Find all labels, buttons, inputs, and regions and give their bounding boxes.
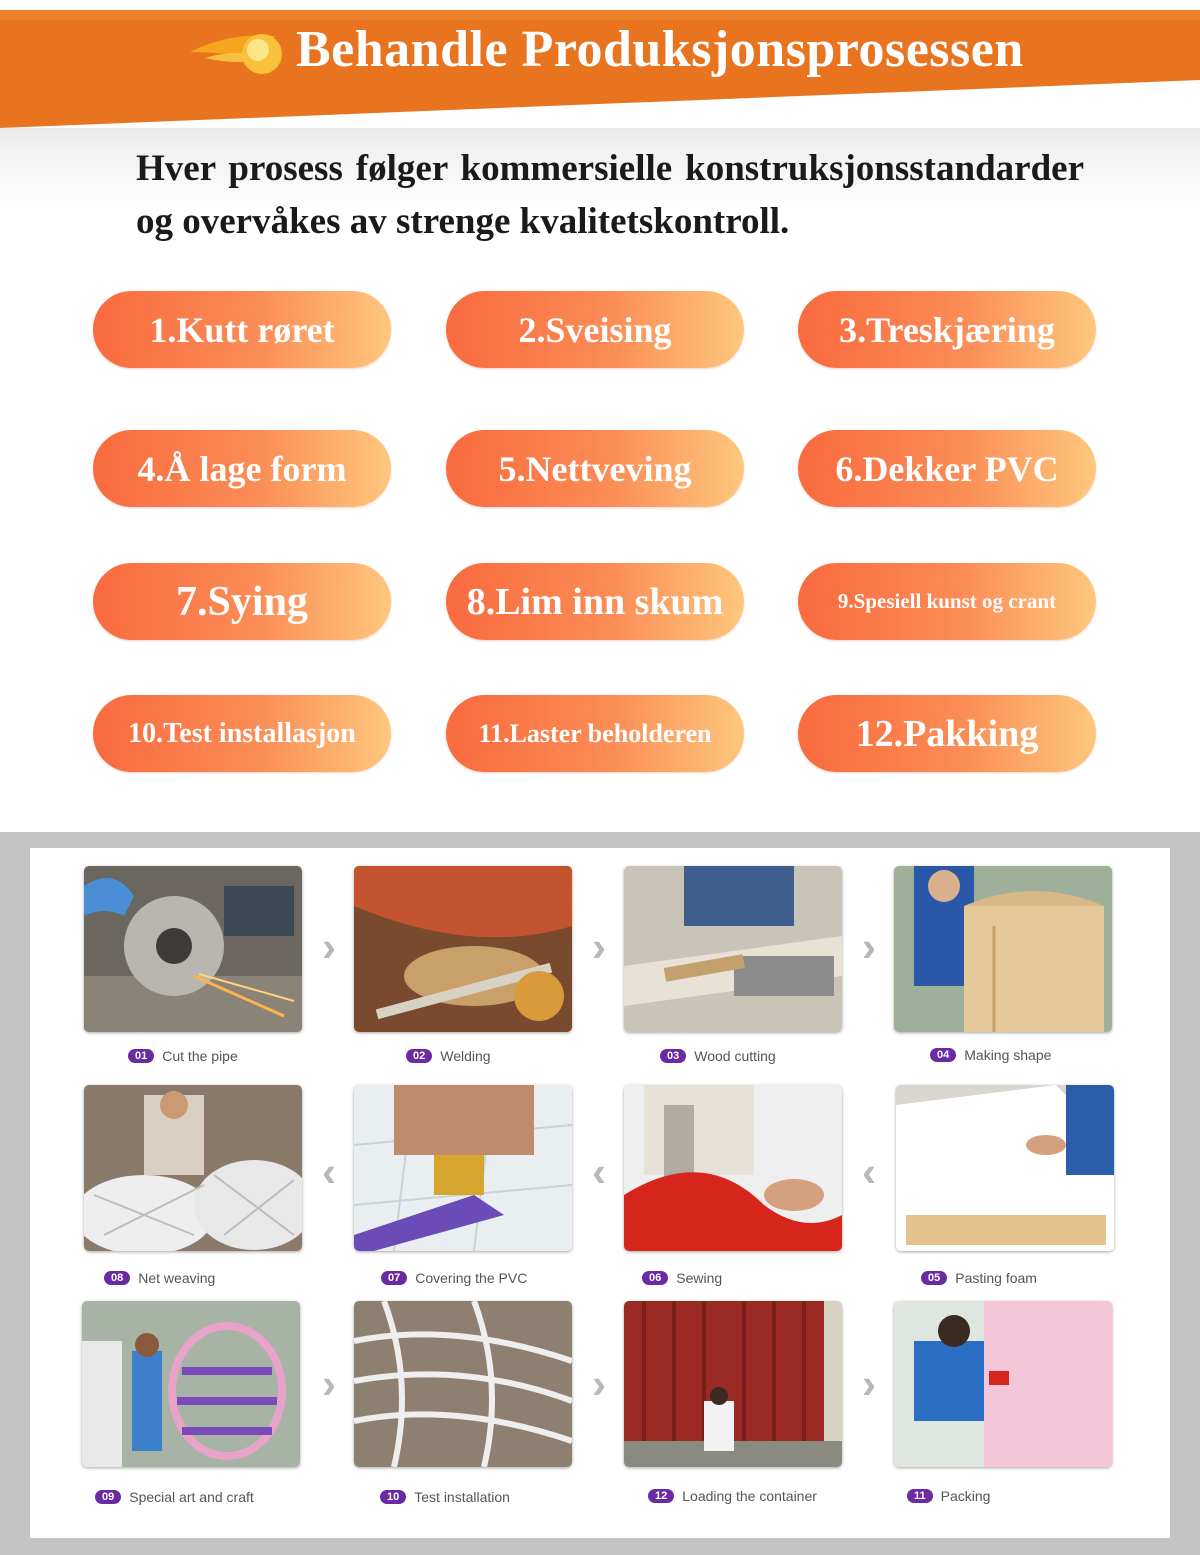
photo-net-weaving xyxy=(84,1085,302,1251)
arrow-left-icon: ‹ xyxy=(592,1148,606,1195)
step-pill-5: 5.Nettveving xyxy=(446,430,744,507)
caption-text: Wood cutting xyxy=(694,1048,776,1064)
photo-caption xyxy=(907,1486,990,1506)
step-pill-12: 12.Pakking xyxy=(798,695,1096,772)
step-pill-8: 8.Lim inn skum xyxy=(446,563,744,640)
caption-text: Loading the container xyxy=(682,1488,817,1504)
photo-caption xyxy=(642,1268,722,1288)
caption-text: Packing xyxy=(940,1488,991,1504)
photo-loading-the-container xyxy=(624,1301,842,1467)
arrow-left-icon: ‹ xyxy=(322,1148,336,1195)
step-number-badge: 11 xyxy=(907,1489,933,1503)
step-number-badge: 05 xyxy=(921,1271,947,1285)
step-pill-9: 9.Spesiell kunst og crant xyxy=(798,563,1096,640)
caption-text: Making shape xyxy=(964,1047,1052,1063)
arrow-right-icon: › xyxy=(592,923,606,970)
caption-text: Special art and craft xyxy=(129,1489,254,1505)
photo-caption xyxy=(921,1268,1037,1288)
arrow-right-icon: › xyxy=(592,1360,606,1407)
step-number-badge: 09 xyxy=(95,1490,121,1504)
step-pill-10: 10.Test installasjon xyxy=(93,695,391,772)
step-pill-1: 1.Kutt røret xyxy=(93,291,391,368)
photo-test-installation xyxy=(354,1301,572,1467)
arrow-left-icon: ‹ xyxy=(862,1148,876,1195)
caption-text: Welding xyxy=(440,1048,491,1064)
caption-text: Sewing xyxy=(676,1270,723,1286)
step-pill-2: 2.Sveising xyxy=(446,291,744,368)
photo-pasting-foam xyxy=(896,1085,1114,1251)
caption-text: Covering the PVC xyxy=(415,1270,528,1286)
photo-caption xyxy=(95,1487,254,1507)
step-number-badge: 06 xyxy=(642,1271,668,1285)
photo-caption xyxy=(128,1046,238,1066)
arrow-right-icon: › xyxy=(862,923,876,970)
photo-making-shape xyxy=(894,866,1112,1032)
step-pill-11: 11.Laster beholderen xyxy=(446,695,744,772)
step-number-badge: 02 xyxy=(406,1049,432,1063)
arrow-right-icon: › xyxy=(322,923,336,970)
step-number-badge: 03 xyxy=(660,1049,686,1063)
step-pill-4: 4.Å lage form xyxy=(93,430,391,507)
step-number-badge: 12 xyxy=(648,1489,674,1503)
arrow-right-icon: › xyxy=(322,1360,336,1407)
photo-caption xyxy=(930,1045,1051,1065)
photo-caption xyxy=(381,1268,527,1288)
caption-text: Net weaving xyxy=(138,1270,216,1286)
photo-welding xyxy=(354,866,572,1032)
step-pill-6: 6.Dekker PVC xyxy=(798,430,1096,507)
photo-caption xyxy=(104,1268,215,1288)
photo-special-art-and-craft xyxy=(82,1301,300,1467)
photo-covering-the-pvc xyxy=(354,1085,572,1251)
caption-text: Cut the pipe xyxy=(162,1048,238,1064)
photo-sewing xyxy=(624,1085,842,1251)
header-banner xyxy=(0,0,1200,140)
caption-text: Test installation xyxy=(414,1489,510,1505)
step-pill-3: 3.Treskjæring xyxy=(798,291,1096,368)
intro-text: Hver prosess følger kommersielle konstruksjonsstandarder og overvåkes av strenge kvalitetskontroll. xyxy=(136,148,1084,242)
caption-text: Pasting foam xyxy=(955,1270,1037,1286)
arrow-right-icon: › xyxy=(862,1360,876,1407)
step-number-badge: 07 xyxy=(381,1271,407,1285)
photo-wood-cutting xyxy=(624,866,842,1032)
page-title: Behandle Produksjonsprosessen xyxy=(296,21,1024,78)
step-number-badge: 10 xyxy=(380,1490,406,1504)
step-number-badge: 04 xyxy=(930,1048,956,1062)
step-number-badge: 08 xyxy=(104,1271,130,1285)
photo-cut-the-pipe xyxy=(84,866,302,1032)
photo-caption xyxy=(380,1487,510,1507)
step-pill-7: 7.Sying xyxy=(93,563,391,640)
step-number-badge: 01 xyxy=(128,1049,154,1063)
photo-packing xyxy=(894,1301,1112,1467)
photo-caption xyxy=(406,1046,491,1066)
photo-caption xyxy=(660,1046,776,1066)
photo-caption xyxy=(648,1486,817,1506)
